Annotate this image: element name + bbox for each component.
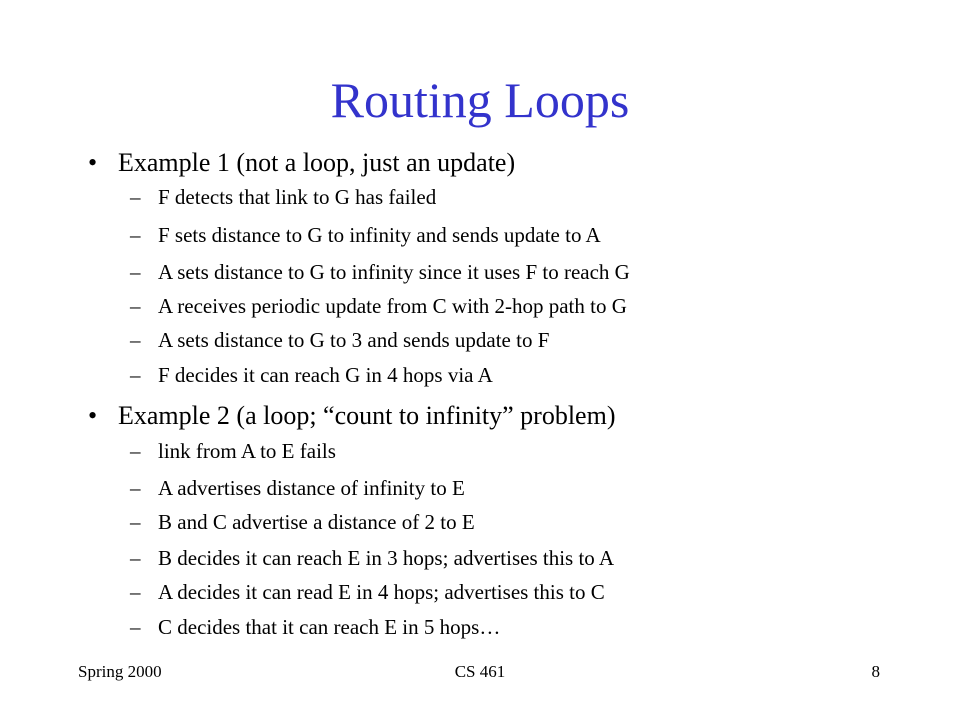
bullet-example-1 bbox=[88, 147, 515, 179]
dash-marker: – bbox=[130, 294, 141, 318]
dash-marker: – bbox=[130, 328, 141, 352]
dash-marker: – bbox=[130, 546, 141, 570]
dash-marker: – bbox=[130, 223, 141, 247]
sub-item-text: F decides it can reach G in 4 hops via A bbox=[158, 363, 493, 387]
sub-item-text: A sets distance to G to 3 and sends update to F bbox=[158, 328, 550, 352]
dash-marker: – bbox=[130, 476, 141, 500]
sub-item bbox=[130, 579, 605, 605]
sub-item bbox=[130, 222, 601, 248]
sub-item-text: A advertises distance of infinity to E bbox=[158, 476, 465, 500]
sub-item bbox=[130, 475, 465, 501]
sub-item-text: link from A to E fails bbox=[158, 439, 336, 463]
footer-date: Spring 2000 bbox=[78, 662, 162, 681]
bullet-text: Example 1 (not a loop, just an update) bbox=[118, 148, 516, 177]
bullet-marker: • bbox=[88, 148, 98, 177]
sub-item bbox=[130, 362, 493, 388]
page-number: 8 bbox=[871, 662, 880, 681]
sub-item bbox=[130, 509, 475, 535]
slide-title: Routing Loops bbox=[330, 72, 630, 128]
sub-item bbox=[130, 438, 336, 464]
dash-marker: – bbox=[130, 510, 141, 534]
sub-item-text: F sets distance to G to infinity and sends update to A bbox=[158, 223, 601, 247]
sub-item bbox=[130, 293, 627, 319]
sub-item-text: F detects that link to G has failed bbox=[158, 185, 437, 209]
sub-item bbox=[130, 614, 500, 640]
sub-item-text: C decides that it can reach E in 5 hops… bbox=[158, 615, 501, 639]
dash-marker: – bbox=[130, 615, 141, 639]
bullet-marker: • bbox=[88, 401, 98, 430]
footer-course: CS 461 bbox=[454, 662, 506, 681]
bullet-example-2 bbox=[88, 400, 615, 432]
dash-marker: – bbox=[130, 439, 141, 463]
sub-item-text: A decides it can read E in 4 hops; advertises this to C bbox=[158, 580, 605, 604]
dash-marker: – bbox=[130, 185, 141, 209]
sub-item-text: B and C advertise a distance of 2 to E bbox=[158, 510, 475, 534]
sub-item-text: A sets distance to G to infinity since it uses F to reach G bbox=[158, 260, 630, 284]
sub-item bbox=[130, 545, 614, 571]
sub-item-text: B decides it can reach E in 3 hops; advertises this to A bbox=[158, 546, 615, 570]
sub-item-text: A receives periodic update from C with 2-hop path to G bbox=[158, 294, 627, 318]
sub-item bbox=[130, 327, 549, 353]
bullet-text: Example 2 (a loop; “count to infinity” problem) bbox=[118, 401, 616, 430]
sub-item bbox=[130, 259, 630, 285]
sub-item bbox=[130, 184, 436, 210]
dash-marker: – bbox=[130, 363, 141, 387]
dash-marker: – bbox=[130, 580, 141, 604]
dash-marker: – bbox=[130, 260, 141, 284]
